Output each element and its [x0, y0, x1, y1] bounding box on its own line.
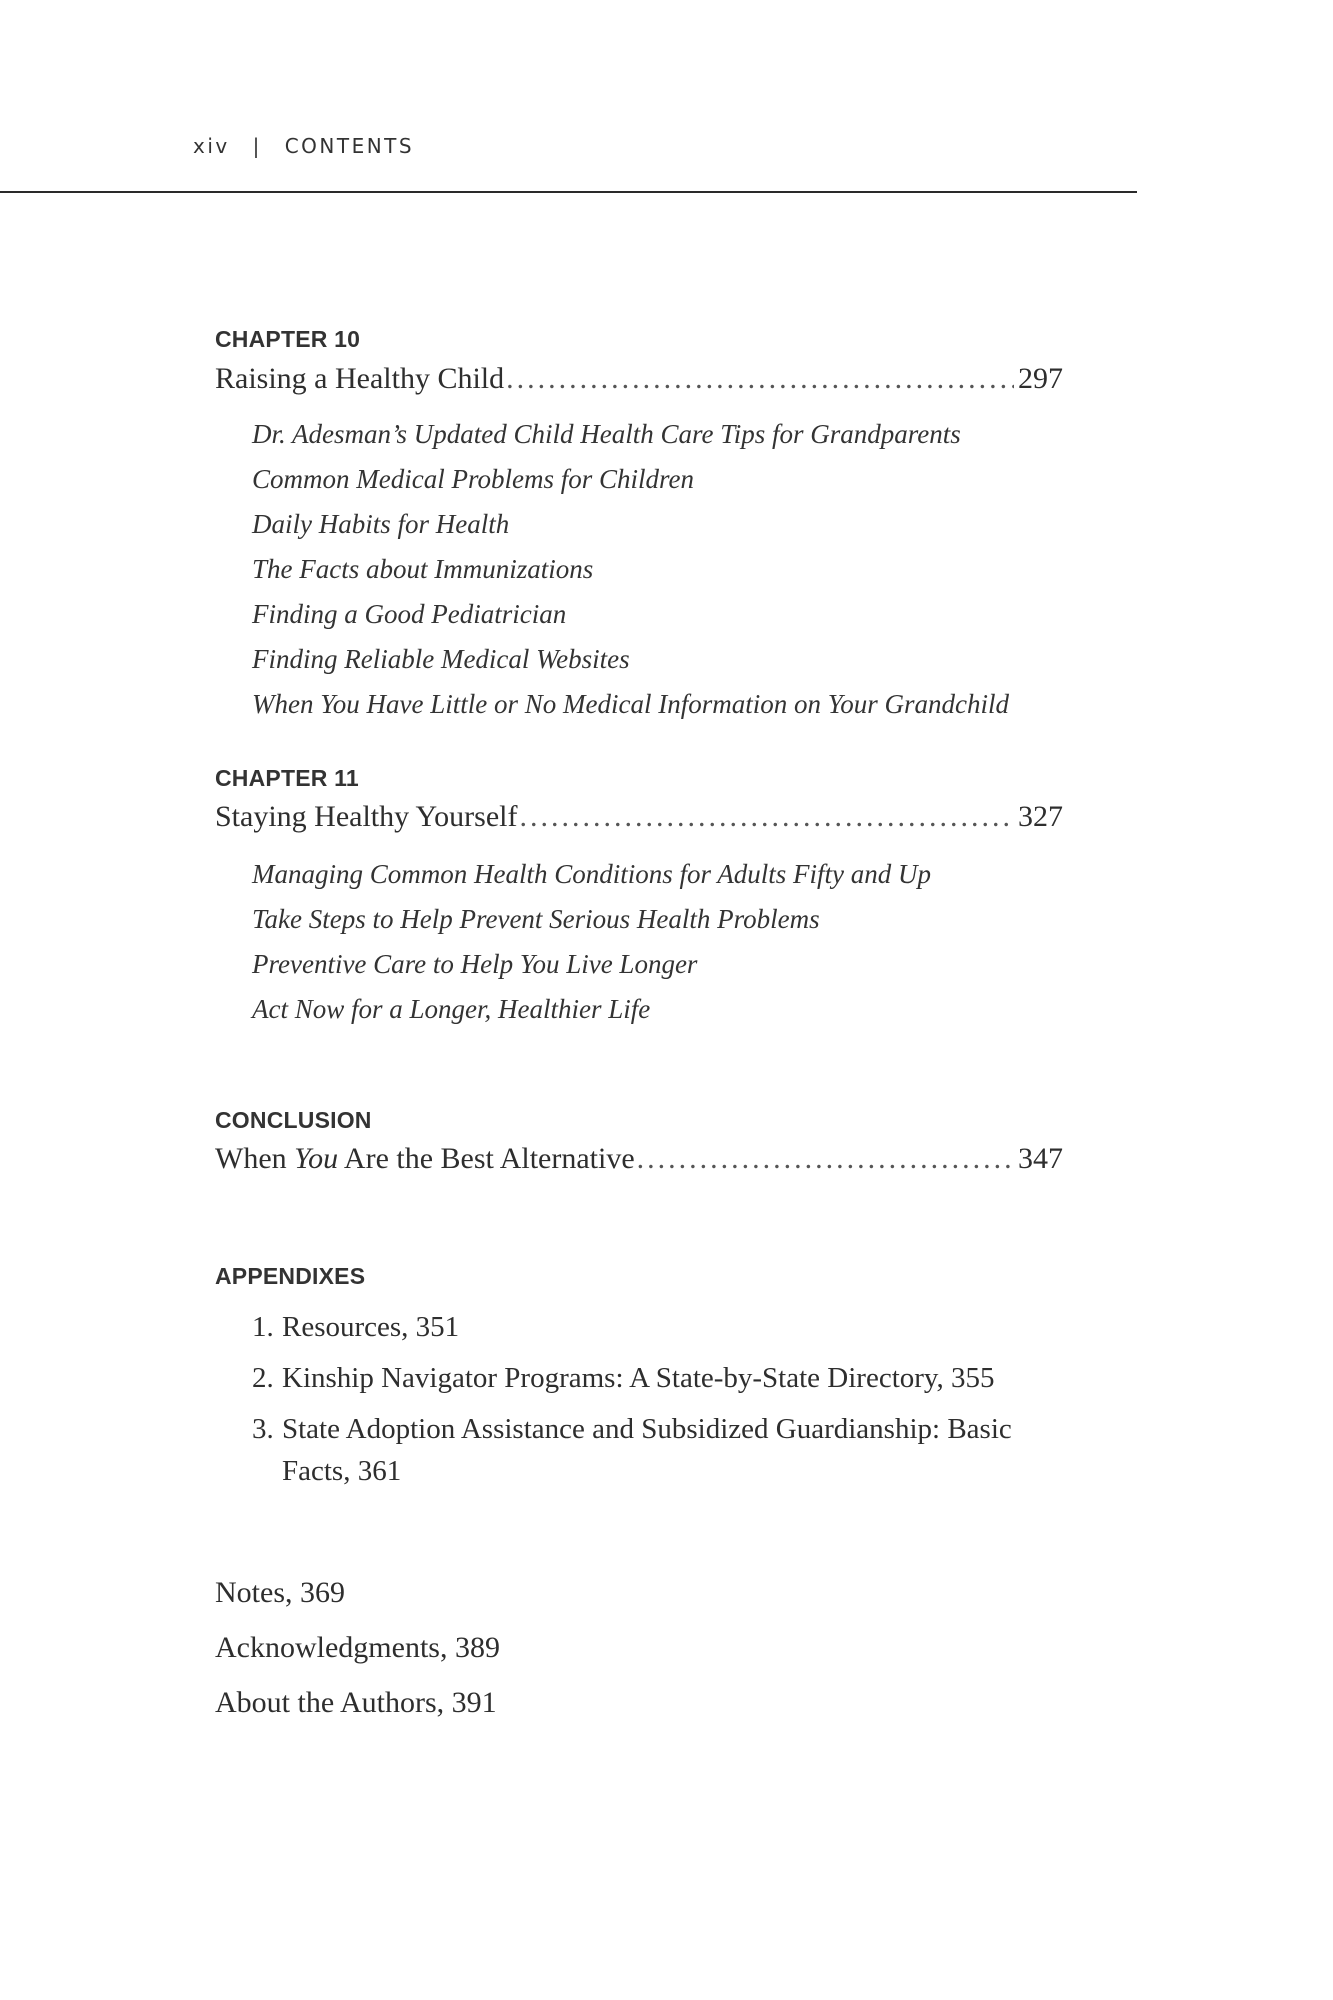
- back-matter-item[interactable]: Notes, 369: [215, 1576, 345, 1609]
- conclusion-label: CONCLUSION: [215, 1107, 372, 1133]
- chapter-10-page: 297: [1018, 362, 1063, 395]
- chapter-10-entry[interactable]: [215, 362, 1063, 396]
- chapter-11-sections: [252, 852, 931, 1032]
- leader-dots: [637, 1142, 1014, 1176]
- appendix-text: Resources, 351: [282, 1311, 460, 1343]
- running-head: [193, 134, 414, 158]
- appendix-item[interactable]: [252, 1306, 1062, 1348]
- appendix-number: 1.: [252, 1311, 274, 1343]
- header-rule: [0, 191, 1137, 193]
- back-matter-item[interactable]: Acknowledgments, 389: [215, 1631, 500, 1664]
- conclusion-entry[interactable]: [215, 1142, 1063, 1176]
- chapter-11-title: Staying Healthy Yourself: [215, 800, 518, 833]
- running-head-section: CONTENTS: [284, 134, 415, 158]
- leader-dots: [520, 800, 1015, 834]
- appendixes-list: [252, 1306, 1062, 1501]
- section-item: The Facts about Immunizations: [252, 554, 594, 584]
- leader-dots: [506, 362, 1014, 396]
- appendix-text: State Adoption Assistance and Subsidized Guardianship: Basic Facts, 361: [282, 1413, 1012, 1487]
- folio: xiv: [193, 134, 230, 158]
- appendix-item[interactable]: [252, 1408, 1062, 1492]
- appendix-number: 2.: [252, 1362, 274, 1394]
- section-item: Take Steps to Help Prevent Serious Health Problems: [252, 904, 820, 934]
- chapter-11-entry[interactable]: [215, 800, 1063, 834]
- appendix-number: 3.: [252, 1413, 274, 1445]
- conclusion-title: When You Are the Best Alternative: [215, 1142, 635, 1175]
- chapter-10-sections: [252, 412, 1009, 727]
- chapter-10-title: Raising a Healthy Child: [215, 362, 505, 395]
- section-item: Preventive Care to Help You Live Longer: [252, 949, 698, 979]
- section-item: When You Have Little or No Medical Information on Your Grandchild: [252, 689, 1010, 719]
- chapter-11-label: CHAPTER 11: [215, 765, 359, 791]
- back-matter-item[interactable]: About the Authors, 391: [215, 1686, 497, 1719]
- section-item: Managing Common Health Conditions for Adults Fifty and Up: [252, 859, 932, 889]
- section-item: Finding a Good Pediatrician: [252, 599, 567, 629]
- back-matter-list: [215, 1565, 500, 1730]
- section-item: Finding Reliable Medical Websites: [252, 644, 630, 674]
- chapter-11-page: 327: [1018, 800, 1063, 833]
- chapter-10-label: CHAPTER 10: [215, 326, 361, 352]
- conclusion-page: 347: [1018, 1142, 1063, 1175]
- section-item: Dr. Adesman’s Updated Child Health Care Tips for Grandparents: [252, 419, 961, 449]
- appendix-item[interactable]: [252, 1357, 1062, 1399]
- appendixes-label: APPENDIXES: [215, 1263, 366, 1289]
- section-item: Daily Habits for Health: [252, 509, 510, 539]
- section-item: Common Medical Problems for Children: [252, 464, 694, 494]
- running-head-separator: |: [252, 134, 262, 158]
- section-item: Act Now for a Longer, Healthier Life: [252, 994, 651, 1024]
- appendix-text: Kinship Navigator Programs: A State-by-State Directory, 355: [282, 1362, 995, 1394]
